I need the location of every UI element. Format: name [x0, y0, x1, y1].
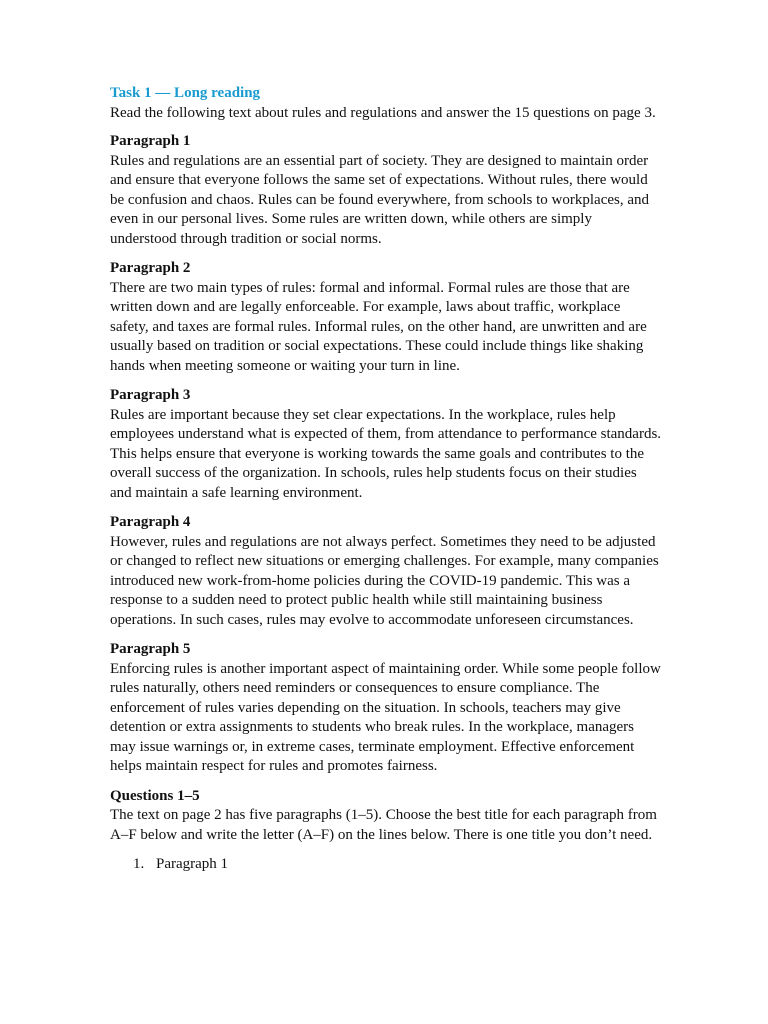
paragraph-heading: Paragraph 3 — [110, 387, 191, 403]
list-item-label: Paragraph 1 — [156, 856, 229, 872]
paragraph-heading: Paragraph 2 — [110, 260, 191, 276]
list-item-number: 1. — [133, 856, 145, 872]
list-item — [110, 855, 662, 875]
task-intro: Read the following text about rules and regulations and answer the 15 questions on page 3. — [110, 104, 656, 121]
paragraph-section-4 — [110, 513, 662, 630]
paragraph-section-2 — [110, 259, 662, 376]
questions-instructions: The text on page 2 has five paragraphs (1–5). Choose the best title for each paragraph from A–F below and write the letter (A–F) on the lines below. There is one title you don’t need. — [110, 807, 657, 843]
questions-section — [110, 787, 662, 875]
questions-heading: Questions 1–5 — [110, 787, 200, 804]
paragraph-section-5 — [110, 640, 662, 777]
paragraph-heading: Paragraph 5 — [110, 641, 191, 657]
paragraph-section-1 — [110, 132, 662, 249]
task-title: Task 1 — Long reading — [110, 85, 261, 101]
paragraph-text: There are two main types of rules: formal and informal. Formal rules are those that are written down and are legally enforceable. For example, laws about traffic, workplace safety, and taxes are formal rules. Informal rules, on the other hand, are unwritten and are usually based on tradition or social expectations. These could include things like shaking hands when meeting someone or waiting your turn in line. — [110, 279, 647, 374]
paragraph-section-3 — [110, 386, 662, 503]
questions-list — [110, 855, 662, 875]
paragraph-text: However, rules and regulations are not always perfect. Sometimes they need to be adjusted or changed to reflect new situations or emerging challenges. For example, many companies introduced new work-from-home policies during the COVID-19 pandemic. This was a response to a sudden need to protect public health while still maintaining business operations. In such cases, rules may evolve to accommodate unforeseen circumstances. — [110, 533, 659, 628]
paragraph-text: Enforcing rules is another important aspect of maintaining order. While some people follow rules naturally, others need reminders or consequences to ensure compliance. The enforcement of rules varies depending on the situation. In schools, teachers may give detention or extra assignments to students who break rules. In the workplace, managers may issue warnings or, in extreme cases, terminate employment. Effective enforcement helps maintain respect for rules and promotes fairness. — [110, 660, 661, 774]
paragraph-text: Rules are important because they set clear expectations. In the workplace, rules help employees understand what is expected of them, from attendance to performance standards. This helps ensure that everyone is working towards the same goals and contributes to the overall success of the organization. In schools, rules help students focus on their studies and maintain a safe learning environment. — [110, 406, 662, 501]
paragraph-text: Rules and regulations are an essential part of society. They are designed to maintain order and ensure that everyone follows the same set of expectations. Without rules, there would be confusion and chaos. Rules can be found everywhere, from schools to workplaces, and even in our personal lives. Some rules are written down, while others are simply understood through tradition or social norms. — [110, 152, 650, 247]
paragraph-heading: Paragraph 4 — [110, 514, 191, 530]
paragraph-heading: Paragraph 1 — [110, 133, 191, 149]
